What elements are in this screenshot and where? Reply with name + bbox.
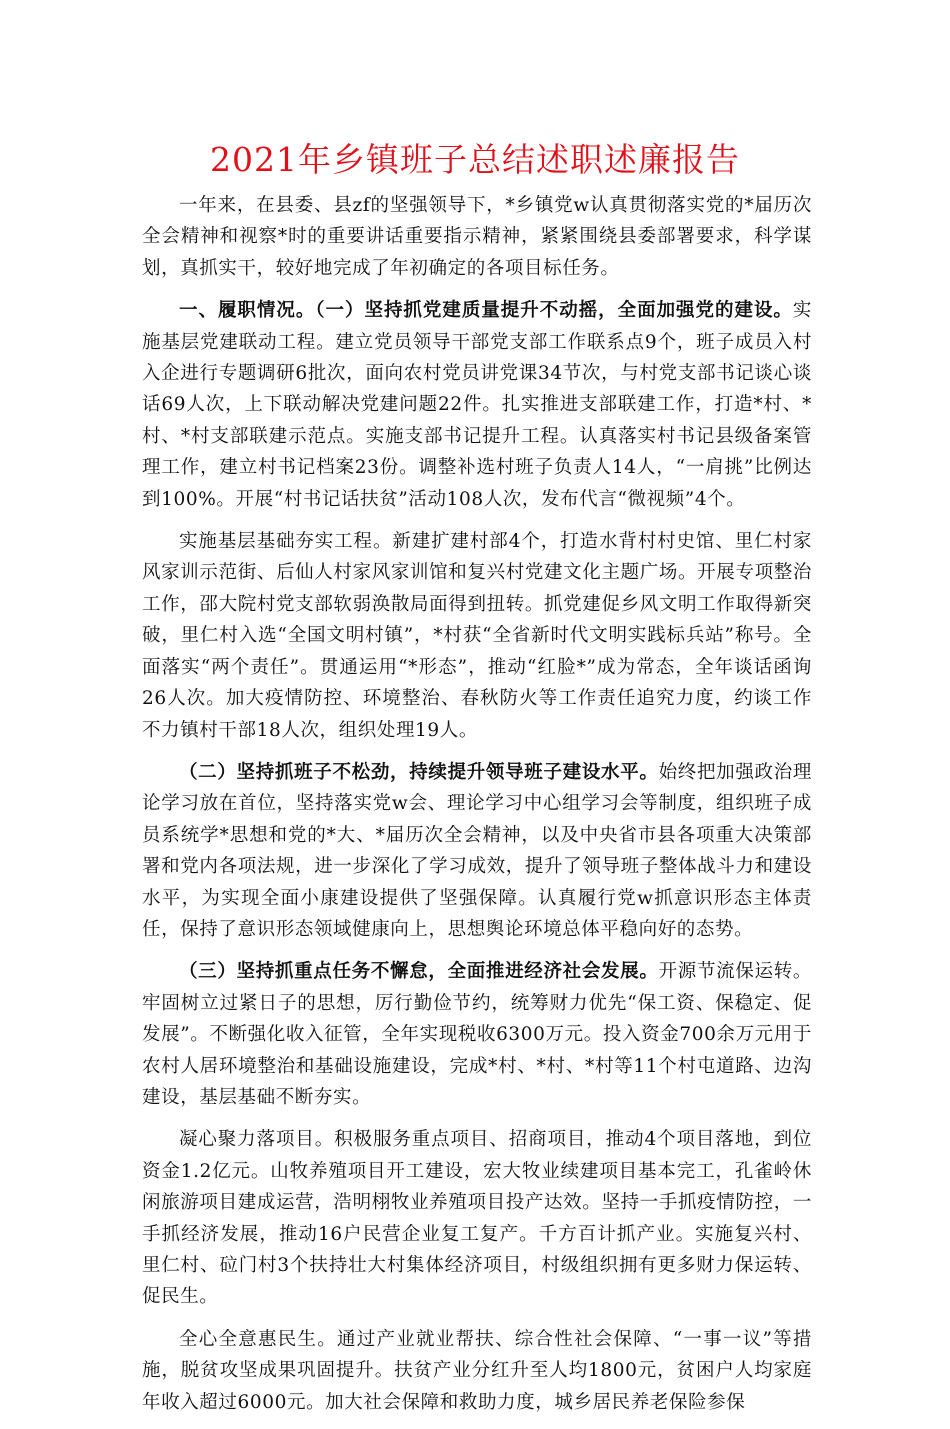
- paragraph-text: 实施基层基础夯实工程。新建扩建村部4个，打造水背村村史馆、里仁村家风家训示范街、后仙人村家风家训馆和复兴村党建文化主题广场。开展专项整治工作，邵大院村党支部软弱涣散局面得到扭转。抓党建促乡风文明工作取得新突破，里仁村入选“全国文明村镇”，*村获“全省新时代文明实践标兵站”称号。全面落实“两个责任”。贯通运用“*形态”，推动“红脸*”成为常态，全年谈话函询26人次。加大疫情防控、环境整治、春秋防火等工作责任追究力度，约谈工作不力镇村干部18人次，组织处理19人。: [142, 531, 812, 741]
- paragraph-text: 凝心聚力落项目。积极服务重点项目、招商项目，推动4个项目落地，到位资金1.2亿元。山牧养殖项目开工建设，宏大牧业续建项目基本完工，孔雀岭休闲旅游项目建成运营，浩明栩牧业养殖项目投产达效。坚持一手抓疫情防控，一手抓经济发展，推动16户民营企业复工复产。千方百计抓产业。实施复兴村、里仁村、砬门村3个扶持壮大村集体经济项目，村级组织拥有更多财力保运转、促民生。: [142, 1129, 812, 1308]
- paragraph-text: 一年来，在县委、县zf的坚强领导下，*乡镇党w认真贯彻落实党的*届历次全会精神和视察*时的重要讲话重要指示精神，紧紧围绕县委部署要求，科学谋划，真抓实干，较好地完成了年初确定的各项目标任务。: [142, 195, 812, 279]
- paragraph-lead: 一、履职情况。（一）坚持抓党建质量提升不动摇，全面加强党的建设。: [179, 300, 793, 322]
- document-body: [142, 190, 812, 1429]
- paragraph-text: 全心全意惠民生。通过产业就业帮扶、综合性社会保障、“一事一议”等措施，脱贫攻坚成果巩固提升。扶贫产业分红升至人均1800元，贫困户人均家庭年收入超过6000元。加大社会保障和救助力度，城乡居民养老保险参保: [142, 1328, 812, 1413]
- paragraph-economy: [142, 956, 812, 1113]
- paragraph-text: 始终把加强政治理论学习放在首位，坚持落实党w会、理论学习中心组学习会等制度，组织班子成员系统学*思想和党的*大、*届历次全会精神，以及中央省市县各项重大决策部署和党内各项法规，进一步深化了学习成效，提升了领导班子整体战斗力和建设水平，为实现全面小康建设提供了坚强保障。认真履行党w抓意识形态主体责任，保持了意识形态领域健康向上，思想舆论环境总体平稳向好的态势。: [142, 761, 812, 940]
- paragraph-intro: [142, 190, 812, 284]
- paragraph-livelihood: [142, 1324, 812, 1418]
- document-title: 2021年乡镇班子总结述职述廉报告: [210, 140, 740, 179]
- paragraph-text: 实施基层党建联动工程。建立党员领导干部党支部工作联系点9个，班子成员入村入企进行专题调研6批次，面向农村党员讲党课34节次，与村党支部书记谈心谈话69人次，上下联动解决党建问题22件。扎实推进支部联建工作，打造*村、*村、*村支部联建示范点。实施支部书记提升工程。认真落实村书记县级备案管理工作，建立村书记档案23份。调整补选村班子负责人14人，“一肩挑”比例达到100%。开展“村书记话扶贫”活动108人次，发布代言“微视频”4个。: [142, 300, 812, 510]
- paragraph-lead: （二）坚持抓班子不松劲，持续提升领导班子建设水平。: [179, 761, 659, 783]
- paragraph-grassroots: [142, 526, 812, 746]
- paragraph-projects: [142, 1124, 812, 1312]
- paragraph-party-building: [142, 295, 812, 515]
- paragraph-lead: （三）坚持抓重点任务不懈怠，全面推进经济社会发展。: [179, 961, 659, 983]
- paragraph-leadership: [142, 757, 812, 945]
- paragraph-text: 开源节流保运转。牢固树立过紧日子的思想，厉行勤俭节约，统筹财力优先“保工资、保稳定、促发展”。不断强化收入征管，全年实现税收6300万元。投入资金700余万元用于农村人居环境整治和基础设施建设，完成*村、*村、*村等11个村屯道路、边沟建设，基层基础不断夯实。: [142, 961, 812, 1108]
